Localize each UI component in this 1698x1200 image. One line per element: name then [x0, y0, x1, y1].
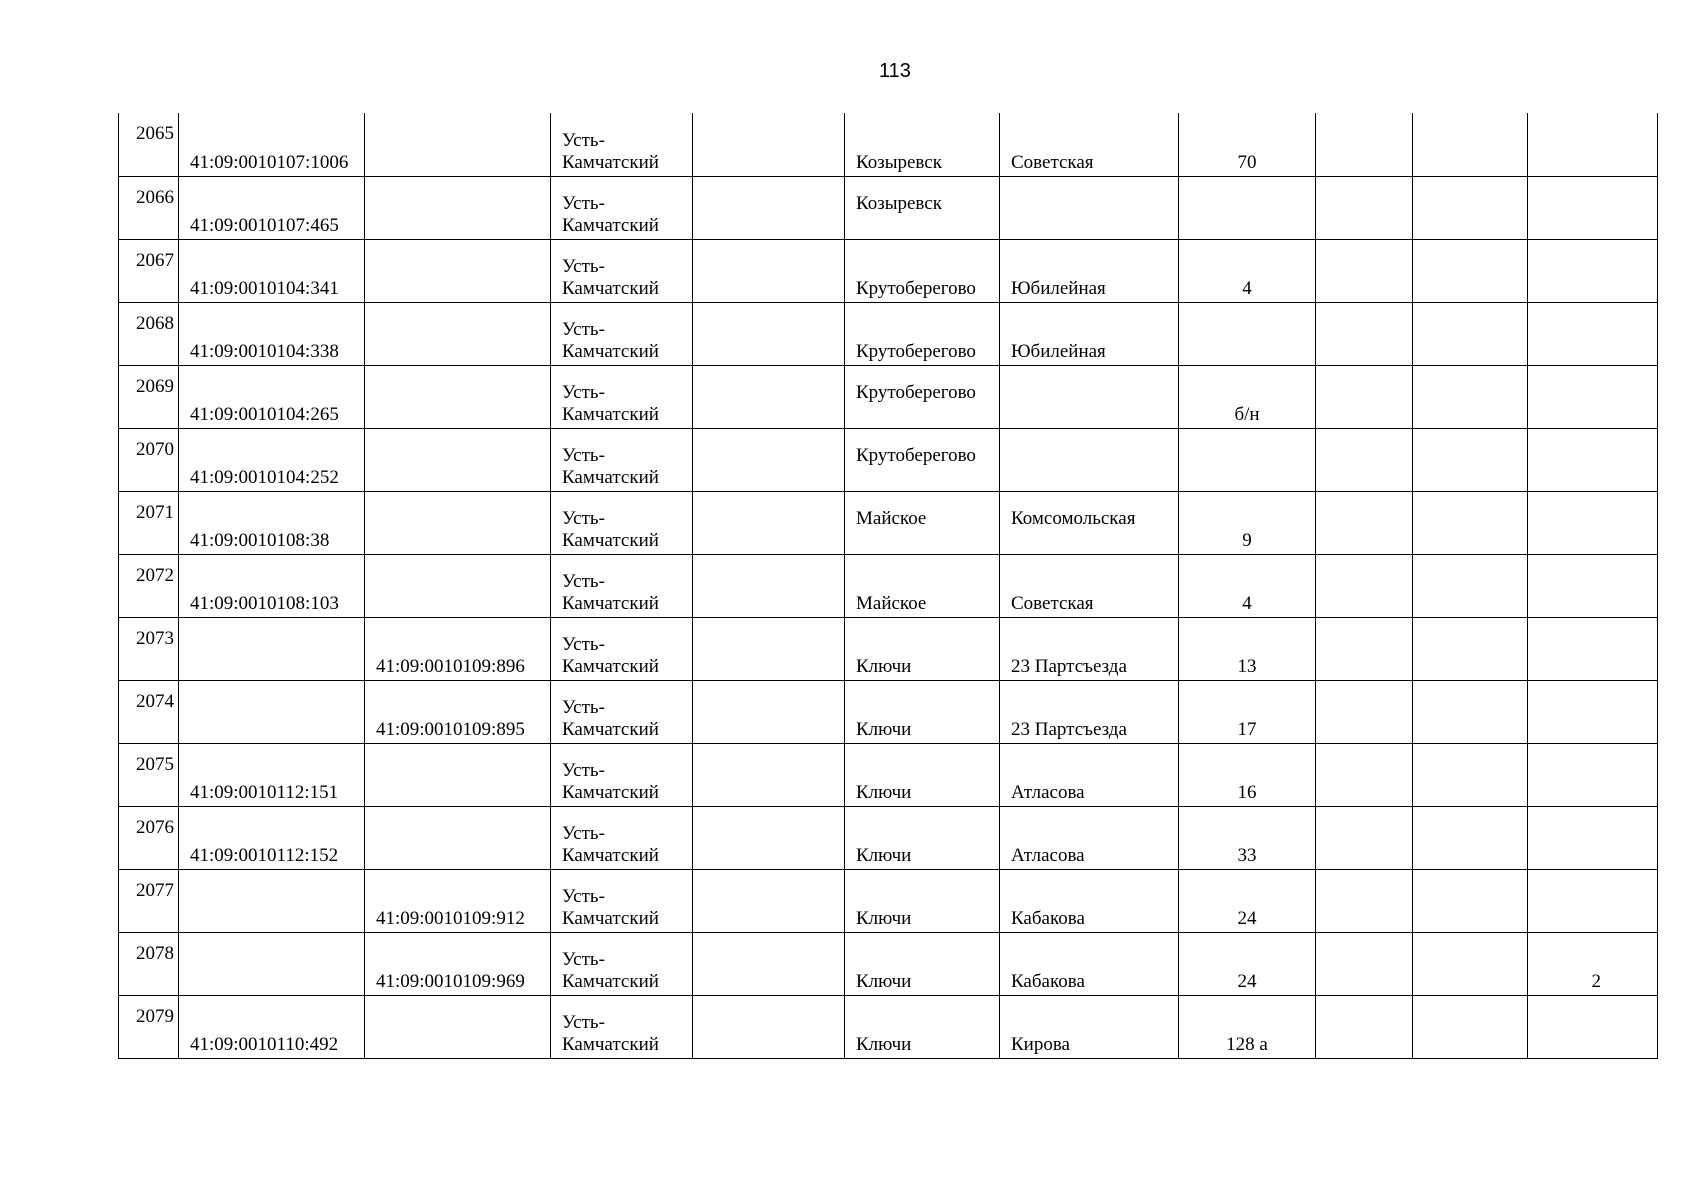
- row-number: 2072: [136, 564, 174, 586]
- cadastral-number-secondary-cell: [365, 239, 551, 302]
- table-row: [119, 113, 1658, 176]
- apartment-cell: [1528, 302, 1658, 365]
- settlement-cell: Ключи: [845, 680, 1000, 743]
- empty-cell: [1316, 743, 1413, 806]
- empty-cell: [693, 113, 845, 176]
- empty-cell: [1316, 428, 1413, 491]
- district-cell: Усть-Камчатский: [551, 932, 693, 995]
- settlement-cell: Козыревск: [845, 176, 1000, 239]
- street-cell: [1000, 428, 1179, 491]
- row-number-cell: [119, 995, 179, 1058]
- empty-cell: [1413, 554, 1528, 617]
- empty-cell: [1316, 239, 1413, 302]
- cadastral-number-secondary-cell: 41:09:0010109:895: [365, 680, 551, 743]
- table-row: [119, 743, 1658, 806]
- empty-cell: [1316, 176, 1413, 239]
- empty-cell: [693, 617, 845, 680]
- row-number: 2069: [136, 375, 174, 397]
- district-cell: Усть-Камчатский: [551, 995, 693, 1058]
- empty-cell: [693, 365, 845, 428]
- row-number: 2077: [136, 879, 174, 901]
- house-number-cell: 16: [1179, 743, 1316, 806]
- row-number: 2066: [136, 186, 174, 208]
- street-cell: Кабакова: [1000, 869, 1179, 932]
- house-number-cell: 33: [1179, 806, 1316, 869]
- table-row: [119, 491, 1658, 554]
- empty-cell: [1413, 932, 1528, 995]
- apartment-cell: [1528, 995, 1658, 1058]
- empty-cell: [693, 995, 845, 1058]
- cadastral-number-secondary-cell: 41:09:0010109:896: [365, 617, 551, 680]
- settlement-cell: Майское: [845, 491, 1000, 554]
- house-number-cell: 70: [1179, 113, 1316, 176]
- district-cell: Усть-Камчатский: [551, 176, 693, 239]
- row-number-cell: [119, 869, 179, 932]
- empty-cell: [693, 680, 845, 743]
- cadastral-number-cell: [179, 680, 365, 743]
- cadastral-number-cell: 41:09:0010104:341: [179, 239, 365, 302]
- table-row: [119, 428, 1658, 491]
- cadastral-number-secondary-cell: [365, 554, 551, 617]
- cadastral-number-cell: 41:09:0010108:38: [179, 491, 365, 554]
- row-number: 2078: [136, 942, 174, 964]
- settlement-cell: Крутоберегово: [845, 365, 1000, 428]
- cadastral-number-cell: 41:09:0010107:1006: [179, 113, 365, 176]
- empty-cell: [1413, 428, 1528, 491]
- cadastral-number-secondary-cell: [365, 176, 551, 239]
- row-number-cell: [119, 491, 179, 554]
- settlement-cell: Ключи: [845, 869, 1000, 932]
- district-cell: Усть-Камчатский: [551, 806, 693, 869]
- cadastral-number-secondary-cell: [365, 491, 551, 554]
- cadastral-number-secondary-cell: [365, 365, 551, 428]
- row-number-cell: [119, 428, 179, 491]
- house-number-cell: 24: [1179, 932, 1316, 995]
- row-number: 2073: [136, 627, 174, 649]
- cadastral-number-cell: 41:09:0010110:492: [179, 995, 365, 1058]
- empty-cell: [693, 428, 845, 491]
- cadastral-number-secondary-cell: [365, 428, 551, 491]
- district-cell: Усть-Камчатский: [551, 680, 693, 743]
- apartment-cell: [1528, 176, 1658, 239]
- empty-cell: [1413, 680, 1528, 743]
- cadastral-number-cell: 41:09:0010104:252: [179, 428, 365, 491]
- cadastral-number-secondary-cell: [365, 995, 551, 1058]
- settlement-cell: Крутоберегово: [845, 302, 1000, 365]
- cadastral-number-secondary-cell: [365, 806, 551, 869]
- row-number-cell: [119, 239, 179, 302]
- district-cell: Усть-Камчатский: [551, 239, 693, 302]
- street-cell: Советская: [1000, 113, 1179, 176]
- street-cell: 23 Партсъезда: [1000, 617, 1179, 680]
- empty-cell: [1316, 491, 1413, 554]
- row-number-cell: [119, 617, 179, 680]
- empty-cell: [1413, 995, 1528, 1058]
- cadastral-number-secondary-cell: 41:09:0010109:969: [365, 932, 551, 995]
- empty-cell: [693, 554, 845, 617]
- row-number-cell: [119, 932, 179, 995]
- district-cell: Усть-Камчатский: [551, 743, 693, 806]
- empty-cell: [1413, 491, 1528, 554]
- row-number: 2070: [136, 438, 174, 460]
- empty-cell: [1316, 869, 1413, 932]
- empty-cell: [693, 743, 845, 806]
- apartment-cell: [1528, 491, 1658, 554]
- settlement-cell: Ключи: [845, 617, 1000, 680]
- settlement-cell: Ключи: [845, 995, 1000, 1058]
- empty-cell: [1316, 932, 1413, 995]
- row-number-cell: [119, 680, 179, 743]
- empty-cell: [693, 932, 845, 995]
- empty-cell: [693, 869, 845, 932]
- row-number-cell: [119, 806, 179, 869]
- house-number-cell: 24: [1179, 869, 1316, 932]
- settlement-cell: Майское: [845, 554, 1000, 617]
- empty-cell: [1316, 680, 1413, 743]
- row-number-cell: [119, 743, 179, 806]
- settlement-cell: Ключи: [845, 743, 1000, 806]
- registry-body: [119, 113, 1658, 1058]
- empty-cell: [1413, 239, 1528, 302]
- page-number: 113: [879, 60, 911, 82]
- settlement-cell: Ключи: [845, 806, 1000, 869]
- apartment-cell: [1528, 680, 1658, 743]
- table-row: [119, 176, 1658, 239]
- street-cell: Атласова: [1000, 743, 1179, 806]
- empty-cell: [1413, 617, 1528, 680]
- row-number: 2075: [136, 753, 174, 775]
- row-number-cell: [119, 176, 179, 239]
- empty-cell: [1413, 176, 1528, 239]
- apartment-cell: [1528, 428, 1658, 491]
- table-row: [119, 806, 1658, 869]
- empty-cell: [1413, 365, 1528, 428]
- empty-cell: [1413, 113, 1528, 176]
- street-cell: [1000, 365, 1179, 428]
- table-row: [119, 932, 1658, 995]
- house-number-cell: 4: [1179, 239, 1316, 302]
- row-number-cell: [119, 365, 179, 428]
- street-cell: [1000, 176, 1179, 239]
- empty-cell: [1413, 806, 1528, 869]
- settlement-cell: Крутоберегово: [845, 239, 1000, 302]
- empty-cell: [1316, 554, 1413, 617]
- street-cell: Кабакова: [1000, 932, 1179, 995]
- empty-cell: [1316, 113, 1413, 176]
- district-cell: Усть-Камчатский: [551, 365, 693, 428]
- cadastral-number-secondary-cell: 41:09:0010109:912: [365, 869, 551, 932]
- house-number-cell: [1179, 428, 1316, 491]
- district-cell: Усть-Камчатский: [551, 113, 693, 176]
- empty-cell: [1316, 365, 1413, 428]
- row-number: 2076: [136, 816, 174, 838]
- apartment-cell: [1528, 869, 1658, 932]
- district-cell: Усть-Камчатский: [551, 428, 693, 491]
- row-number: 2079: [136, 1005, 174, 1027]
- empty-cell: [693, 239, 845, 302]
- row-number-cell: [119, 302, 179, 365]
- apartment-cell: 2: [1528, 932, 1658, 995]
- district-cell: Усть-Камчатский: [551, 869, 693, 932]
- table-row: [119, 302, 1658, 365]
- table-row: [119, 554, 1658, 617]
- cadastral-number-cell: [179, 617, 365, 680]
- row-number: 2067: [136, 249, 174, 271]
- cadastral-number-secondary-cell: [365, 113, 551, 176]
- apartment-cell: [1528, 554, 1658, 617]
- district-cell: Усть-Камчатский: [551, 302, 693, 365]
- empty-cell: [1316, 995, 1413, 1058]
- cadastral-number-cell: 41:09:0010112:152: [179, 806, 365, 869]
- house-number-cell: 4: [1179, 554, 1316, 617]
- row-number: 2068: [136, 312, 174, 334]
- table-row: [119, 239, 1658, 302]
- table-row: [119, 869, 1658, 932]
- cadastral-number-secondary-cell: [365, 302, 551, 365]
- table-row: [119, 680, 1658, 743]
- house-number-cell: б/н: [1179, 365, 1316, 428]
- empty-cell: [693, 806, 845, 869]
- cadastral-number-cell: [179, 932, 365, 995]
- house-number-cell: [1179, 302, 1316, 365]
- apartment-cell: [1528, 365, 1658, 428]
- registry-table: [118, 113, 1658, 1059]
- apartment-cell: [1528, 743, 1658, 806]
- cadastral-number-cell: 41:09:0010104:265: [179, 365, 365, 428]
- empty-cell: [693, 176, 845, 239]
- table-row: [119, 365, 1658, 428]
- empty-cell: [1413, 869, 1528, 932]
- house-number-cell: 128 а: [1179, 995, 1316, 1058]
- house-number-cell: 13: [1179, 617, 1316, 680]
- street-cell: Кирова: [1000, 995, 1179, 1058]
- cadastral-number-cell: 41:09:0010108:103: [179, 554, 365, 617]
- empty-cell: [1316, 806, 1413, 869]
- row-number-cell: [119, 554, 179, 617]
- table-row: [119, 995, 1658, 1058]
- street-cell: Советская: [1000, 554, 1179, 617]
- apartment-cell: [1528, 617, 1658, 680]
- cadastral-number-cell: 41:09:0010104:338: [179, 302, 365, 365]
- row-number-cell: [119, 113, 179, 176]
- house-number-cell: [1179, 176, 1316, 239]
- cadastral-number-cell: 41:09:0010112:151: [179, 743, 365, 806]
- row-number: 2065: [136, 123, 174, 144]
- table-row: [119, 617, 1658, 680]
- district-cell: Усть-Камчатский: [551, 554, 693, 617]
- empty-cell: [1413, 302, 1528, 365]
- street-cell: Атласова: [1000, 806, 1179, 869]
- cadastral-number-cell: [179, 869, 365, 932]
- empty-cell: [1316, 617, 1413, 680]
- cadastral-number-cell: 41:09:0010107:465: [179, 176, 365, 239]
- empty-cell: [693, 302, 845, 365]
- street-cell: Комсомольская: [1000, 491, 1179, 554]
- settlement-cell: Крутоберегово: [845, 428, 1000, 491]
- street-cell: 23 Партсъезда: [1000, 680, 1179, 743]
- apartment-cell: [1528, 113, 1658, 176]
- settlement-cell: Ключи: [845, 932, 1000, 995]
- row-number: 2074: [136, 690, 174, 712]
- empty-cell: [1413, 743, 1528, 806]
- district-cell: Усть-Камчатский: [551, 491, 693, 554]
- district-cell: Усть-Камчатский: [551, 617, 693, 680]
- cadastral-number-secondary-cell: [365, 743, 551, 806]
- apartment-cell: [1528, 806, 1658, 869]
- settlement-cell: Козыревск: [845, 113, 1000, 176]
- street-cell: Юбилейная: [1000, 302, 1179, 365]
- apartment-cell: [1528, 239, 1658, 302]
- house-number-cell: 9: [1179, 491, 1316, 554]
- empty-cell: [693, 491, 845, 554]
- row-number: 2071: [136, 501, 174, 523]
- street-cell: Юбилейная: [1000, 239, 1179, 302]
- house-number-cell: 17: [1179, 680, 1316, 743]
- empty-cell: [1316, 302, 1413, 365]
